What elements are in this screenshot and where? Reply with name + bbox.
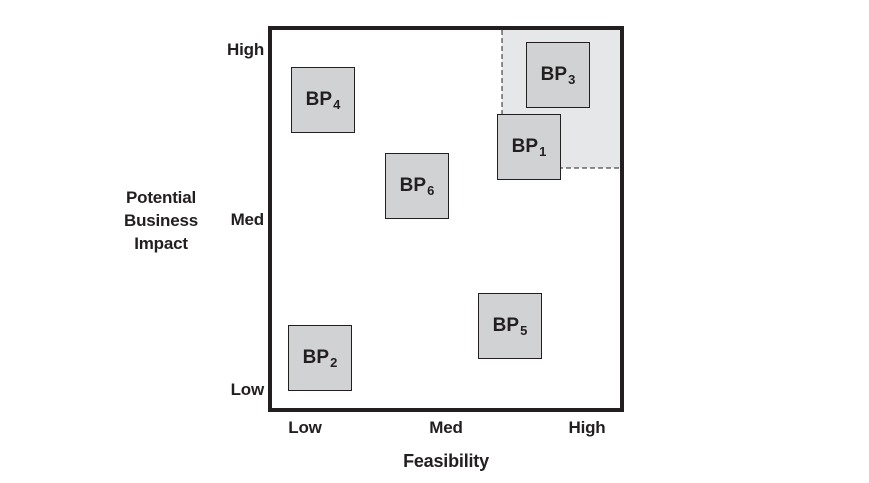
bp-label: BP	[511, 136, 539, 157]
x-axis-title: Feasibility	[403, 451, 489, 471]
x-tick-low: Low	[288, 418, 322, 437]
y-axis-title-line: Business	[124, 211, 198, 230]
bp4-box	[291, 67, 355, 133]
bp-subscript: 6	[427, 182, 435, 198]
y-tick-high: High	[227, 40, 264, 59]
y-axis-title	[110, 186, 212, 255]
bp2-box	[288, 325, 352, 391]
bp-label: BP	[399, 175, 427, 196]
bp5-box	[478, 293, 542, 359]
bp-subscript: 4	[333, 96, 341, 112]
bp-label: BP	[540, 64, 568, 85]
bp1-box	[497, 114, 561, 180]
bp-subscript: 2	[330, 354, 338, 370]
x-tick-high: High	[568, 418, 606, 437]
bp-subscript: 3	[568, 71, 576, 87]
bp-subscript: 1	[539, 143, 547, 159]
bp3-box	[526, 42, 590, 108]
y-axis-title-line: Potential	[126, 188, 196, 207]
y-tick-low: Low	[230, 380, 264, 399]
bp6-box	[385, 153, 449, 219]
bp-label: BP	[492, 315, 520, 336]
bp-label: BP	[305, 89, 333, 110]
x-tick-med: Med	[429, 418, 463, 437]
y-axis-title-line: Impact	[134, 234, 188, 253]
bp-subscript: 5	[520, 322, 528, 338]
bp-label: BP	[302, 347, 330, 368]
y-tick-med: Med	[230, 210, 264, 229]
